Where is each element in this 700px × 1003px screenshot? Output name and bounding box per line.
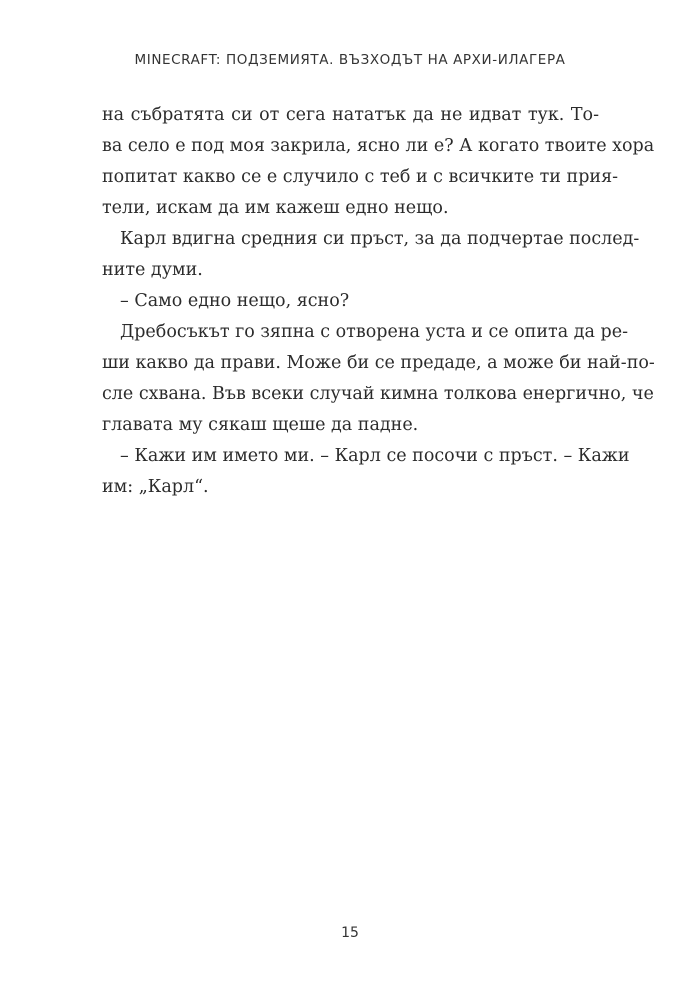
text-line: ши какво да прави. Може би се предаде, а може би най-по- bbox=[102, 353, 655, 373]
text-line: главата му сякаш щеше да падне. bbox=[102, 415, 419, 435]
text-line: им: „Карл“. bbox=[102, 477, 209, 497]
text-line: – Кажи им името ми. – Карл се посочи с пръст. – Кажи bbox=[120, 446, 630, 466]
text-line: Карл вдигна средния си пръст, за да подчертае послед- bbox=[120, 229, 640, 249]
text-line: тели, искам да им кажеш едно нещо. bbox=[102, 198, 449, 218]
running-header: MINECRAFT: ПОДЗЕМИЯТА. ВЪЗХОДЪТ НА АРХИ-ИЛАГЕРА bbox=[134, 52, 566, 68]
text-line: – Само едно нещо, ясно? bbox=[120, 291, 350, 311]
text-line: попитат какво се е случило с теб и с всичките ти прия- bbox=[102, 167, 619, 187]
text-line: Дребосъкът го зяпна с отворена уста и се опита да ре- bbox=[120, 322, 628, 342]
body-text bbox=[102, 100, 655, 503]
text-line: ните думи. bbox=[102, 260, 203, 280]
text-line: сле схвана. Във всеки случай кимна толкова енергично, че bbox=[102, 384, 654, 404]
text-line: ва село е под моя закрила, ясно ли е? А когато твоите хора bbox=[102, 136, 655, 156]
page-number: 15 bbox=[341, 925, 359, 941]
text-line: на събратята си от сега нататък да не идват тук. То- bbox=[102, 105, 599, 125]
